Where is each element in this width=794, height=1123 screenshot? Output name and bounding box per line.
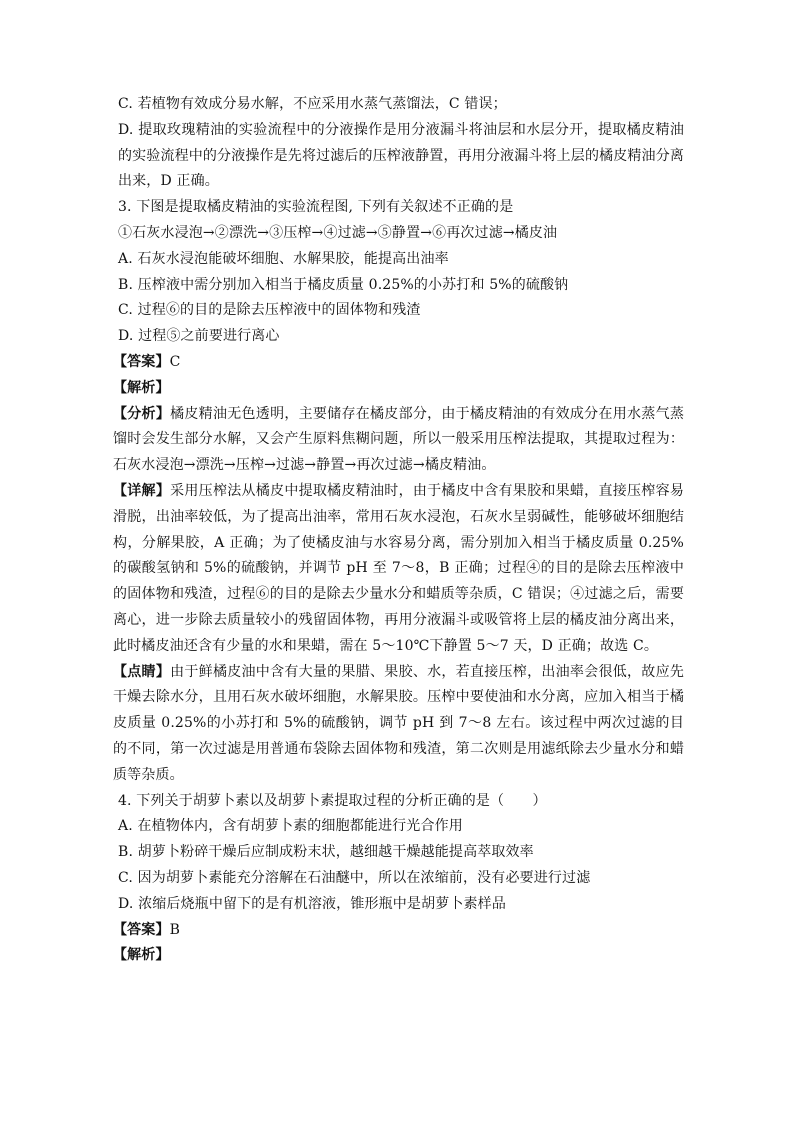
answer-value: C — [169, 353, 181, 370]
analysis-tag: 【解析】 — [113, 379, 170, 396]
q3-dianjing-paragraph — [113, 660, 684, 789]
q4-option-b: B. 胡萝卜粉碎干燥后应制成粉末状，越细越干燥越能提高萃取效率 — [118, 844, 534, 861]
q3-stem: 3. 下图是提取橘皮精油的实验流程图, 下列有关叙述不正确的是 — [118, 199, 514, 216]
q3-analysis-heading — [113, 376, 684, 402]
q3-fenxi-paragraph — [113, 402, 684, 479]
q4-option-d: D. 浓缩后烧瓶中留下的是有机溶液，锥形瓶中是胡萝卜素样品 — [118, 895, 506, 912]
q2-option-d-explanation: D. 提取玫瑰精油的实验流程中的分液操作是用分液漏斗将油层和水层分开，提取橘皮精油的实验流程中的分液操作是先将过滤后的压榨液静置，再用分液漏斗将上层的橘皮精油分离出来，D 正确。 — [118, 121, 684, 190]
q3-answer — [113, 350, 684, 376]
fenxi-tag: 【分析】 — [113, 405, 171, 422]
q4-answer — [113, 918, 684, 944]
q2-option-c-explanation: C. 若植物有效成分易水解，不应采用水蒸气蒸馏法，C 错误； — [118, 96, 507, 112]
q4-stem: 4. 下列关于胡萝卜素以及胡萝卜素提取过程的分析正确的是（ ） — [118, 792, 547, 809]
document-page — [113, 92, 684, 969]
answer-tag: 【答案】 — [113, 921, 170, 938]
xiangjie-tag: 【详解】 — [113, 482, 171, 499]
q3-xiangjie-paragraph — [113, 479, 684, 660]
q3-option-d: D. 过程⑤之前要进行离心 — [118, 328, 280, 345]
q3-option-a: A. 石灰水浸泡能破坏细胞、水解果胶，能提高出油率 — [118, 250, 449, 267]
q4-option-c: C. 因为胡萝卜素能充分溶解在石油醚中，所以在浓缩前，没有必要进行过滤 — [118, 869, 591, 886]
analysis-tag: 【解析】 — [113, 947, 170, 964]
q3-option-c: C. 过程⑥的目的是除去压榨液中的固体物和残渣 — [118, 302, 421, 319]
answer-tag: 【答案】 — [113, 353, 170, 370]
q4-analysis-heading — [113, 943, 684, 969]
q4-option-a: A. 在植物体内，含有胡萝卜素的细胞都能进行光合作用 — [118, 818, 463, 835]
q3-flowchart: ①石灰水浸泡→②漂洗→③压榨→④过滤→⑤静置→⑥再次过滤→橘皮油 — [118, 224, 558, 241]
q3-option-b: B. 压榨液中需分别加入相当于橘皮质量 0.25%的小苏打和 5%的硫酸钠 — [118, 276, 569, 293]
xiangjie-text: 采用压榨法从橘皮中提取橘皮精油时，由于橘皮中含有果胶和果蜡，直接压榨容易滑脱，出油率较低，为了提高出油率，常用石灰水浸泡，石灰水呈弱碱性，能够破坏细胞结构，分解果胶，A 正确；为了使橘皮油与水容易分离，需分别加入相当于橘皮质量 0.25%的碳酸氢钠和 5%的硫酸钠，并调节 pH 至 7～8，B 正确；过程④的目的是除去压榨液中的固体物和残渣，过程⑥的目的是除去少量水分和蜡质等杂质，C 错误；④过滤之后，需要离心，进一步除去质量较小的残留固体物，再用分液漏斗或吸管将上层的橘皮油分离出来，此时橘皮油还含有少量的水和果蜡，需在 5～10℃下静置 5～7 天，D 正确；故选 C。 — [113, 482, 684, 654]
answer-value: B — [169, 921, 181, 938]
dianjing-text: 由于鲜橘皮油中含有大量的果腊、果胶、水，若直接压榨，出油率会很低，故应先干燥去除水分，且用石灰水破坏细胞，水解果胶。压榨中要使油和水分离，应加入相当于橘皮质量 0.25%的小苏打和 5%的硫酸钠，调节 pH 到 7～8 左右。该过程中两次过滤的目的不同，第一次过滤是用普通布袋除去固体物和残渣，第二次则是用滤纸除去少量水分和蜡质等杂质。 — [113, 663, 684, 783]
fenxi-text: 橘皮精油无色透明，主要储存在橘皮部分，由于橘皮精油的有效成分在用水蒸气蒸馏时会发生部分水解，又会产生原料焦糊问题，所以一般采用压榨法提取，其提取过程为：石灰水浸泡→漂洗→压榨→过滤→静置→再次过滤→橘皮精油。 — [113, 405, 684, 474]
dianjing-tag: 【点睛】 — [113, 663, 171, 680]
